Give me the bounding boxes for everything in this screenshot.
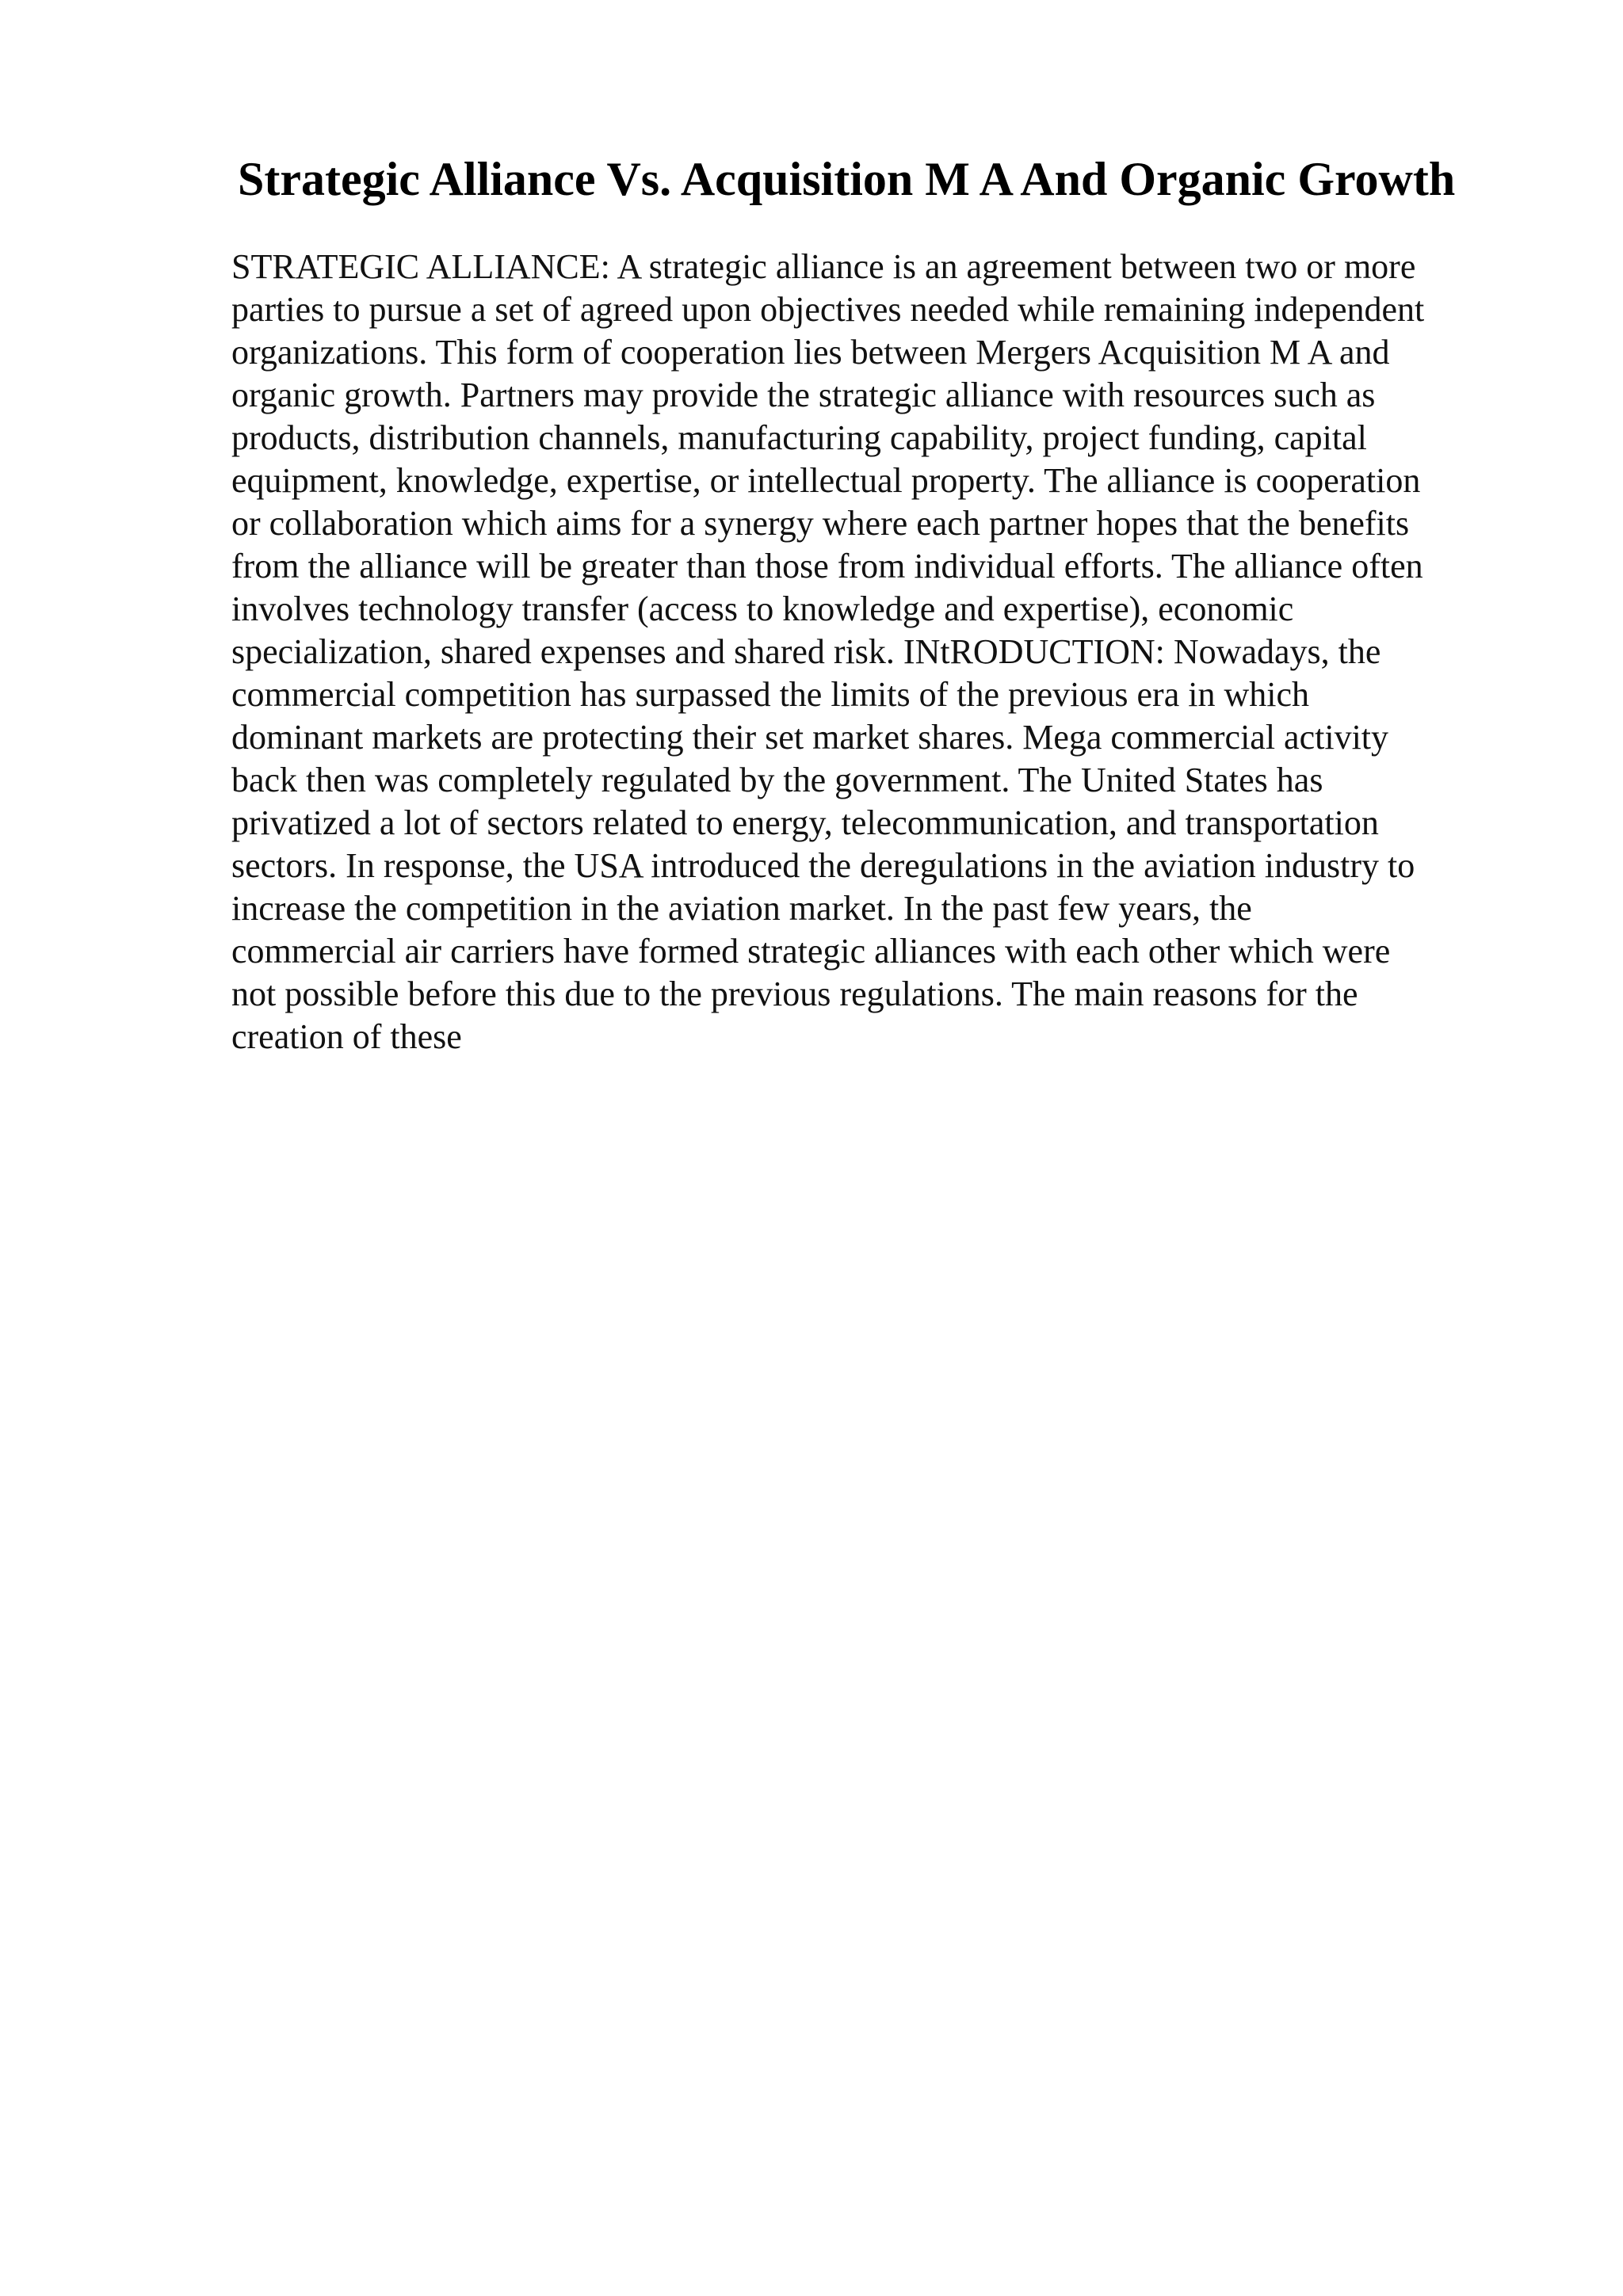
body-line: STRATEGIC ALLIANCE: A strategic alliance is an agreement between two or more: [231, 247, 1416, 286]
body-line: specialization, shared expenses and shared risk. INtRODUCTION: Nowadays, the: [231, 632, 1381, 671]
body-line: equipment, knowledge, expertise, or intellectual property. The alliance is cooperation: [231, 461, 1421, 500]
body-line: organizations. This form of cooperation lies between Mergers Acquisition M A and: [231, 333, 1390, 372]
body-line: involves technology transfer (access to knowledge and expertise), economic: [231, 589, 1294, 628]
body-line: commercial competition has surpassed the limits of the previous era in which: [231, 675, 1309, 714]
body-line: back then was completely regulated by the government. The United States has: [231, 761, 1323, 799]
document-body: [231, 246, 1515, 1058]
body-line: sectors. In response, the USA introduced the deregulations in the aviation industry to: [231, 846, 1415, 885]
body-line: organic growth. Partners may provide the strategic alliance with resources such as: [231, 376, 1376, 414]
body-line: from the alliance will be greater than those from individual efforts. The alliance often: [231, 547, 1423, 585]
body-line: parties to pursue a set of agreed upon objectives needed while remaining independent: [231, 290, 1425, 329]
body-line: or collaboration which aims for a synergy where each partner hopes that the benefits: [231, 504, 1410, 543]
body-line: privatized a lot of sectors related to energy, telecommunication, and transportation: [231, 803, 1379, 842]
body-line: creation of these: [231, 1017, 462, 1056]
body-line: not possible before this due to the previous regulations. The main reasons for the: [231, 974, 1358, 1013]
body-line: dominant markets are protecting their set market shares. Mega commercial activity: [231, 718, 1389, 757]
body-line: products, distribution channels, manufacturing capability, project funding, capital: [231, 418, 1367, 457]
body-line: commercial air carriers have formed strategic alliances with each other which were: [231, 932, 1391, 971]
body-line: increase the competition in the aviation market. In the past few years, the: [231, 889, 1252, 928]
document-title: Strategic Alliance Vs. Acquisition M A And Organic Growth: [238, 153, 1456, 205]
